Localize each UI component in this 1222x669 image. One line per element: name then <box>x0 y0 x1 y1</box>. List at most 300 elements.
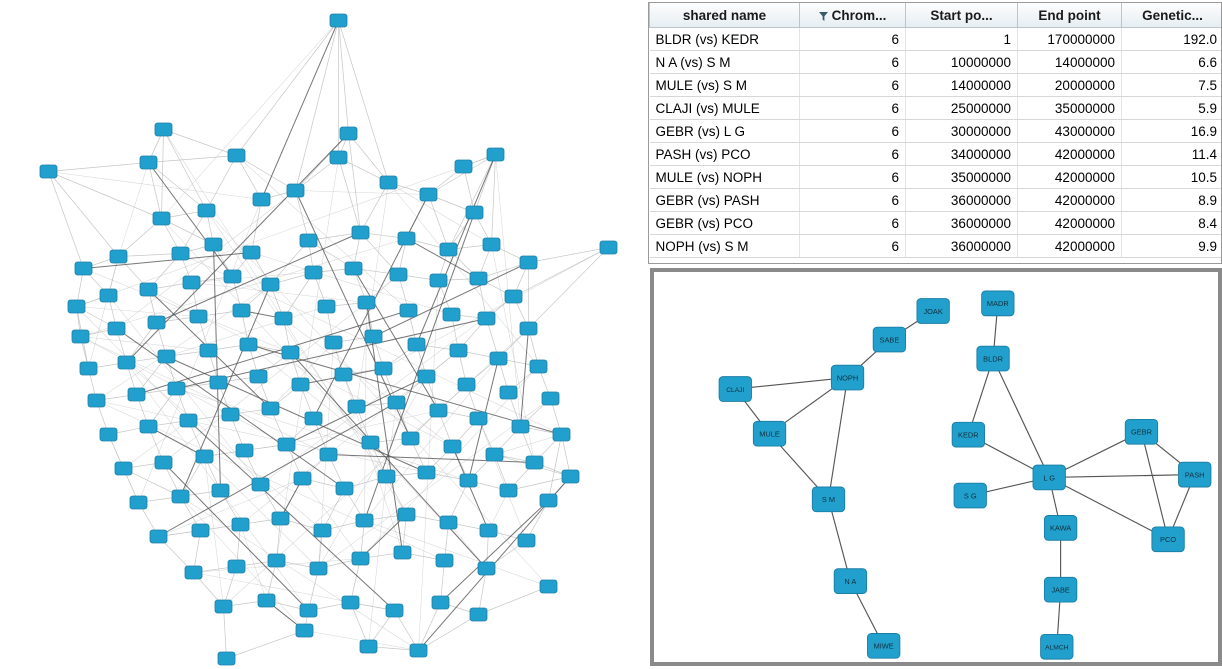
node-shape[interactable] <box>540 494 557 507</box>
subnetwork-node[interactable] <box>753 421 785 446</box>
table-row[interactable] <box>650 212 1222 235</box>
network-node[interactable] <box>540 580 557 593</box>
node-shape[interactable] <box>440 516 457 529</box>
node-shape[interactable] <box>400 304 417 317</box>
network-node[interactable] <box>140 420 157 433</box>
node-shape[interactable] <box>140 420 157 433</box>
network-node[interactable] <box>440 516 457 529</box>
subnetwork-node[interactable] <box>812 487 844 512</box>
node-shape[interactable] <box>470 608 487 621</box>
network-node[interactable] <box>40 165 57 178</box>
node-shape[interactable] <box>402 432 419 445</box>
node-shape[interactable] <box>390 268 407 281</box>
node-shape[interactable] <box>358 296 375 309</box>
node-shape[interactable] <box>198 204 215 217</box>
network-node[interactable] <box>300 234 317 247</box>
node-shape[interactable] <box>340 127 357 140</box>
network-node[interactable] <box>505 290 522 303</box>
node-shape[interactable] <box>180 414 197 427</box>
network-node[interactable] <box>282 346 299 359</box>
network-node[interactable] <box>168 382 185 395</box>
node-shape[interactable] <box>330 151 347 164</box>
network-node[interactable] <box>205 238 222 251</box>
node-shape[interactable] <box>314 524 331 537</box>
node-shape[interactable] <box>443 308 460 321</box>
node-shape[interactable] <box>118 356 135 369</box>
node-shape[interactable] <box>480 524 497 537</box>
node-shape[interactable] <box>236 444 253 457</box>
network-node[interactable] <box>330 14 347 27</box>
node-shape[interactable] <box>205 238 222 251</box>
node-shape[interactable] <box>294 472 311 485</box>
network-node[interactable] <box>292 378 309 391</box>
node-shape[interactable] <box>440 243 457 256</box>
network-node[interactable] <box>258 594 275 607</box>
node-shape[interactable] <box>305 412 322 425</box>
node-shape[interactable] <box>196 450 213 463</box>
network-node[interactable] <box>148 316 165 329</box>
node-shape[interactable] <box>470 412 487 425</box>
column-header-end-point[interactable] <box>1018 3 1122 28</box>
node-shape[interactable] <box>394 546 411 559</box>
network-node[interactable] <box>440 243 457 256</box>
network-node[interactable] <box>88 394 105 407</box>
node-shape[interactable] <box>418 370 435 383</box>
network-node[interactable] <box>450 344 467 357</box>
subnetwork-node[interactable] <box>1041 634 1073 659</box>
node-shape[interactable] <box>115 462 132 475</box>
subnetwork-panel[interactable] <box>650 268 1222 666</box>
network-node[interactable] <box>400 304 417 317</box>
network-node[interactable] <box>155 456 172 469</box>
node-shape[interactable] <box>258 594 275 607</box>
network-node[interactable] <box>460 474 477 487</box>
network-node[interactable] <box>172 247 189 260</box>
network-node[interactable] <box>430 274 447 287</box>
network-node[interactable] <box>526 456 543 469</box>
subnetwork-node[interactable] <box>1125 419 1157 444</box>
subnetwork-edge[interactable] <box>829 378 848 500</box>
subnetwork-node[interactable] <box>831 365 863 390</box>
table-row[interactable] <box>650 120 1222 143</box>
subnetwork-edge[interactable] <box>1049 475 1195 478</box>
node-shape[interactable] <box>153 212 170 225</box>
column-header-genetic-distance[interactable] <box>1122 3 1222 28</box>
subnetwork-node[interactable] <box>719 377 751 402</box>
network-node[interactable] <box>305 412 322 425</box>
network-node[interactable] <box>470 608 487 621</box>
network-node[interactable] <box>252 478 269 491</box>
node-shape[interactable] <box>300 234 317 247</box>
node-shape[interactable] <box>460 474 477 487</box>
network-node[interactable] <box>314 524 331 537</box>
subnetwork-edge[interactable] <box>1141 432 1168 539</box>
network-node[interactable] <box>487 148 504 161</box>
network-node[interactable] <box>380 176 397 189</box>
network-node[interactable] <box>210 376 227 389</box>
network-node[interactable] <box>272 512 289 525</box>
subnetwork-node[interactable] <box>834 569 866 594</box>
network-node[interactable] <box>278 438 295 451</box>
node-shape[interactable] <box>398 508 415 521</box>
node-shape[interactable] <box>600 241 617 254</box>
network-node[interactable] <box>356 514 373 527</box>
network-node[interactable] <box>530 360 547 373</box>
node-shape[interactable] <box>352 552 369 565</box>
network-node[interactable] <box>196 450 213 463</box>
node-shape[interactable] <box>287 184 304 197</box>
node-shape[interactable] <box>80 362 97 375</box>
node-shape[interactable] <box>253 193 270 206</box>
network-node[interactable] <box>330 151 347 164</box>
node-shape[interactable] <box>150 530 167 543</box>
node-shape[interactable] <box>408 338 425 351</box>
network-node[interactable] <box>172 490 189 503</box>
network-node[interactable] <box>500 484 517 497</box>
node-shape[interactable] <box>553 428 570 441</box>
node-shape[interactable] <box>228 560 245 573</box>
network-node[interactable] <box>155 123 172 136</box>
network-node[interactable] <box>512 420 529 433</box>
network-node[interactable] <box>150 530 167 543</box>
node-shape[interactable] <box>520 256 537 269</box>
network-node[interactable] <box>190 310 207 323</box>
node-shape[interactable] <box>158 350 175 363</box>
node-shape[interactable] <box>375 362 392 375</box>
node-shape[interactable] <box>466 206 483 219</box>
node-shape[interactable] <box>282 346 299 359</box>
node-shape[interactable] <box>268 554 285 567</box>
node-shape[interactable] <box>458 378 475 391</box>
node-shape[interactable] <box>233 304 250 317</box>
network-node[interactable] <box>287 184 304 197</box>
table-row[interactable] <box>650 166 1222 189</box>
network-node[interactable] <box>360 640 377 653</box>
node-shape[interactable] <box>240 338 257 351</box>
table-row[interactable] <box>650 97 1222 120</box>
network-node[interactable] <box>236 444 253 457</box>
node-shape[interactable] <box>388 396 405 409</box>
network-node[interactable] <box>253 193 270 206</box>
network-node[interactable] <box>352 552 369 565</box>
network-node[interactable] <box>418 466 435 479</box>
node-shape[interactable] <box>418 466 435 479</box>
network-node[interactable] <box>340 127 357 140</box>
node-shape[interactable] <box>110 250 127 263</box>
node-shape[interactable] <box>436 554 453 567</box>
node-shape[interactable] <box>398 232 415 245</box>
subnetwork-edge[interactable] <box>993 359 1049 478</box>
node-shape[interactable] <box>148 316 165 329</box>
network-node[interactable] <box>480 524 497 537</box>
node-shape[interactable] <box>210 376 227 389</box>
node-shape[interactable] <box>215 600 232 613</box>
network-node[interactable] <box>72 330 89 343</box>
node-shape[interactable] <box>272 512 289 525</box>
subnetwork-node[interactable] <box>952 422 984 447</box>
table-row[interactable] <box>650 235 1222 258</box>
node-shape[interactable] <box>335 368 352 381</box>
network-node[interactable] <box>100 428 117 441</box>
network-node[interactable] <box>478 562 495 575</box>
node-shape[interactable] <box>232 518 249 531</box>
network-node[interactable] <box>218 652 235 665</box>
edge-table-panel[interactable] <box>648 2 1222 264</box>
network-node[interactable] <box>305 266 322 279</box>
network-node[interactable] <box>402 432 419 445</box>
node-shape[interactable] <box>542 392 559 405</box>
node-shape[interactable] <box>100 428 117 441</box>
node-shape[interactable] <box>130 496 147 509</box>
network-node[interactable] <box>348 400 365 413</box>
node-shape[interactable] <box>478 312 495 325</box>
network-node[interactable] <box>110 250 127 263</box>
node-shape[interactable] <box>185 566 202 579</box>
node-shape[interactable] <box>190 310 207 323</box>
network-node[interactable] <box>228 149 245 162</box>
node-shape[interactable] <box>243 246 260 259</box>
node-shape[interactable] <box>296 624 313 637</box>
network-node[interactable] <box>185 566 202 579</box>
node-shape[interactable] <box>222 408 239 421</box>
network-node[interactable] <box>388 396 405 409</box>
network-node[interactable] <box>443 308 460 321</box>
node-shape[interactable] <box>262 402 279 415</box>
node-shape[interactable] <box>512 420 529 433</box>
node-shape[interactable] <box>155 456 172 469</box>
network-node[interactable] <box>300 604 317 617</box>
subnetwork-node[interactable] <box>868 633 900 658</box>
table-row[interactable] <box>650 189 1222 212</box>
network-node[interactable] <box>408 338 425 351</box>
subnetwork-node[interactable] <box>954 483 986 508</box>
node-shape[interactable] <box>305 266 322 279</box>
node-shape[interactable] <box>300 604 317 617</box>
node-shape[interactable] <box>318 300 335 313</box>
node-shape[interactable] <box>432 596 449 609</box>
network-node[interactable] <box>358 296 375 309</box>
network-node[interactable] <box>128 388 145 401</box>
network-node[interactable] <box>180 414 197 427</box>
network-node[interactable] <box>430 404 447 417</box>
node-shape[interactable] <box>360 640 377 653</box>
node-shape[interactable] <box>200 344 217 357</box>
network-node[interactable] <box>250 370 267 383</box>
network-node[interactable] <box>390 268 407 281</box>
network-node[interactable] <box>140 156 157 169</box>
subnetwork-canvas[interactable] <box>654 272 1218 662</box>
network-node[interactable] <box>275 312 292 325</box>
network-node[interactable] <box>215 600 232 613</box>
subnetwork-node[interactable] <box>1044 577 1076 602</box>
node-shape[interactable] <box>310 562 327 575</box>
node-shape[interactable] <box>420 188 437 201</box>
node-shape[interactable] <box>108 322 125 335</box>
node-shape[interactable] <box>348 400 365 413</box>
network-node[interactable] <box>418 370 435 383</box>
column-header-shared-name[interactable] <box>650 3 800 28</box>
network-node[interactable] <box>553 428 570 441</box>
network-node[interactable] <box>342 596 359 609</box>
node-shape[interactable] <box>278 438 295 451</box>
node-shape[interactable] <box>140 283 157 296</box>
network-node[interactable] <box>75 262 92 275</box>
node-shape[interactable] <box>252 478 269 491</box>
node-shape[interactable] <box>192 524 209 537</box>
network-node[interactable] <box>410 644 427 657</box>
network-node[interactable] <box>310 562 327 575</box>
network-node[interactable] <box>100 289 117 302</box>
node-shape[interactable] <box>336 482 353 495</box>
table-row[interactable] <box>650 143 1222 166</box>
node-shape[interactable] <box>505 290 522 303</box>
node-shape[interactable] <box>325 336 342 349</box>
node-shape[interactable] <box>140 156 157 169</box>
network-node[interactable] <box>140 283 157 296</box>
node-shape[interactable] <box>100 289 117 302</box>
subnetwork-node[interactable] <box>873 327 905 352</box>
network-node[interactable] <box>466 206 483 219</box>
table-row[interactable] <box>650 28 1222 51</box>
node-shape[interactable] <box>365 330 382 343</box>
network-node[interactable] <box>224 270 241 283</box>
node-shape[interactable] <box>292 378 309 391</box>
node-shape[interactable] <box>410 644 427 657</box>
node-shape[interactable] <box>75 262 92 275</box>
network-node[interactable] <box>378 470 395 483</box>
node-shape[interactable] <box>228 149 245 162</box>
node-shape[interactable] <box>183 276 200 289</box>
network-node[interactable] <box>262 402 279 415</box>
node-shape[interactable] <box>172 247 189 260</box>
node-shape[interactable] <box>470 272 487 285</box>
subnetwork-node[interactable] <box>982 291 1014 316</box>
network-node[interactable] <box>318 300 335 313</box>
node-shape[interactable] <box>500 386 517 399</box>
column-header-chromosome[interactable] <box>800 3 906 28</box>
node-shape[interactable] <box>380 176 397 189</box>
node-shape[interactable] <box>430 404 447 417</box>
network-node[interactable] <box>490 352 507 365</box>
node-shape[interactable] <box>518 534 535 547</box>
node-shape[interactable] <box>526 456 543 469</box>
network-node[interactable] <box>520 322 537 335</box>
node-shape[interactable] <box>540 580 557 593</box>
network-node[interactable] <box>232 518 249 531</box>
node-shape[interactable] <box>155 123 172 136</box>
network-node[interactable] <box>352 226 369 239</box>
subnetwork-node[interactable] <box>977 346 1009 371</box>
node-shape[interactable] <box>444 440 461 453</box>
network-node[interactable] <box>115 462 132 475</box>
subnetwork-node[interactable] <box>1044 516 1076 541</box>
edge-table[interactable] <box>649 3 1222 258</box>
node-shape[interactable] <box>128 388 145 401</box>
node-shape[interactable] <box>168 382 185 395</box>
network-node[interactable] <box>325 336 342 349</box>
network-node[interactable] <box>386 604 403 617</box>
node-shape[interactable] <box>320 448 337 461</box>
subnetwork-edge[interactable] <box>735 378 847 389</box>
node-shape[interactable] <box>520 322 537 335</box>
network-node[interactable] <box>520 256 537 269</box>
network-node[interactable] <box>398 232 415 245</box>
network-node[interactable] <box>540 494 557 507</box>
node-shape[interactable] <box>172 490 189 503</box>
subnetwork-node[interactable] <box>1152 527 1184 552</box>
node-shape[interactable] <box>88 394 105 407</box>
network-node[interactable] <box>183 276 200 289</box>
network-node[interactable] <box>486 448 503 461</box>
node-shape[interactable] <box>450 344 467 357</box>
network-node[interactable] <box>398 508 415 521</box>
node-shape[interactable] <box>487 148 504 161</box>
node-shape[interactable] <box>378 470 395 483</box>
network-node[interactable] <box>345 262 362 275</box>
network-node[interactable] <box>432 596 449 609</box>
node-shape[interactable] <box>275 312 292 325</box>
network-node[interactable] <box>320 448 337 461</box>
network-node[interactable] <box>198 204 215 217</box>
node-shape[interactable] <box>483 238 500 251</box>
network-node[interactable] <box>240 338 257 351</box>
network-node[interactable] <box>500 386 517 399</box>
network-node[interactable] <box>394 546 411 559</box>
node-shape[interactable] <box>500 484 517 497</box>
node-shape[interactable] <box>430 274 447 287</box>
network-node[interactable] <box>562 470 579 483</box>
network-node[interactable] <box>478 312 495 325</box>
node-shape[interactable] <box>262 278 279 291</box>
node-shape[interactable] <box>562 470 579 483</box>
node-shape[interactable] <box>345 262 362 275</box>
network-node[interactable] <box>375 362 392 375</box>
subnetwork-node[interactable] <box>1179 462 1211 487</box>
network-node[interactable] <box>518 534 535 547</box>
network-node[interactable] <box>108 322 125 335</box>
network-node[interactable] <box>243 246 260 259</box>
network-node[interactable] <box>222 408 239 421</box>
network-node[interactable] <box>296 624 313 637</box>
network-node[interactable] <box>483 238 500 251</box>
node-shape[interactable] <box>218 652 235 665</box>
node-shape[interactable] <box>362 436 379 449</box>
network-node[interactable] <box>80 362 97 375</box>
node-shape[interactable] <box>250 370 267 383</box>
node-shape[interactable] <box>478 562 495 575</box>
network-node[interactable] <box>294 472 311 485</box>
network-node[interactable] <box>470 412 487 425</box>
network-node[interactable] <box>262 278 279 291</box>
network-node[interactable] <box>444 440 461 453</box>
network-node[interactable] <box>130 496 147 509</box>
network-node[interactable] <box>470 272 487 285</box>
network-node[interactable] <box>200 344 217 357</box>
node-shape[interactable] <box>455 160 472 173</box>
node-shape[interactable] <box>40 165 57 178</box>
table-row[interactable] <box>650 51 1222 74</box>
node-shape[interactable] <box>342 596 359 609</box>
network-node[interactable] <box>336 482 353 495</box>
network-node[interactable] <box>458 378 475 391</box>
network-node[interactable] <box>68 300 85 313</box>
network-node[interactable] <box>365 330 382 343</box>
node-shape[interactable] <box>356 514 373 527</box>
network-node[interactable] <box>158 350 175 363</box>
network-node[interactable] <box>228 560 245 573</box>
subnetwork-node[interactable] <box>1033 465 1065 490</box>
node-shape[interactable] <box>212 484 229 497</box>
